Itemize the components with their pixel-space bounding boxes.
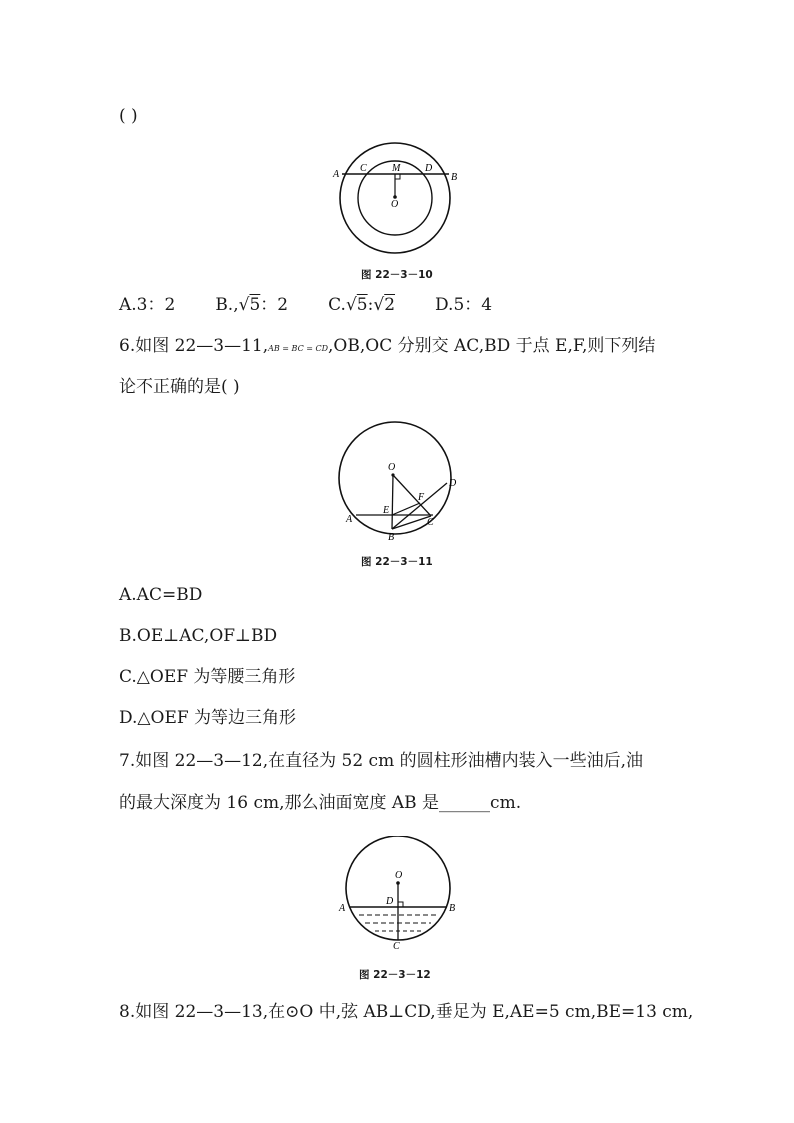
- figure-caption-22-3-10: 图 22－3－10: [361, 269, 433, 281]
- q6-option-c: C.△OEF 为等腰三角形: [119, 667, 296, 687]
- q5-option-c: C.√5:√2: [328, 295, 396, 315]
- figure-caption-22-3-11: 图 22－3－11: [361, 556, 433, 568]
- label-b: B: [388, 532, 395, 543]
- q5-option-b: B.,√5：2: [215, 295, 289, 315]
- q6-option-d: D.△OEF 为等边三角形: [119, 708, 297, 728]
- sqrt-sign: √: [345, 295, 357, 315]
- label-a: A: [346, 514, 353, 525]
- label-a: A: [333, 169, 340, 180]
- label-o: O: [388, 462, 396, 473]
- label-c: C: [427, 517, 434, 528]
- q6-stem-line2: 论不正确的是( ): [119, 377, 240, 397]
- sqrt-sign: √: [238, 295, 250, 315]
- q7-stem-line1: 7.如图 22—3—12,在直径为 52 cm 的圆柱形油槽内装入一些油后,油: [119, 751, 643, 771]
- right-angle-mark: [395, 174, 400, 179]
- figure-caption-22-3-12: 图 22－3－12: [359, 969, 431, 981]
- label-c: C: [360, 163, 367, 174]
- q5-option-d: D.5：4: [435, 295, 493, 315]
- chord-bd: [392, 483, 447, 529]
- label-o: O: [391, 199, 399, 210]
- q6-option-a: A.AC=BD: [119, 585, 203, 605]
- label-b: B: [449, 903, 456, 914]
- label-d: D: [386, 896, 394, 907]
- center-point-o: [396, 881, 400, 885]
- figure-22-3-10: [330, 140, 465, 260]
- segment-oc: [393, 475, 431, 516]
- label-o: O: [395, 870, 403, 881]
- q5-options-row: [119, 297, 492, 314]
- segment-bc: [392, 516, 431, 529]
- label-b: B: [451, 172, 458, 183]
- label-f: F: [418, 492, 425, 503]
- right-angle-mark: [398, 902, 403, 907]
- sqrt-sign: √: [373, 295, 385, 315]
- label-a: A: [339, 903, 346, 914]
- segment-ob: [392, 475, 393, 529]
- arc-equality-condition: AB = BC = CD: [268, 344, 329, 353]
- label-m: M: [392, 163, 401, 174]
- figure-22-3-12: [335, 836, 465, 951]
- q7-stem-line2: 的最大深度为 16 cm,那么油面宽度 AB 是______cm.: [119, 793, 522, 813]
- q6-stem-line1: 6.如图 22—3—11,AB = BC = CD,OB,OC 分别交 AC,BD 于点 E,F,则下列结: [119, 336, 656, 356]
- label-d: D: [449, 478, 457, 489]
- q8-stem-line1: 8.如图 22—3—13,在⊙O 中,弦 AB⊥CD,垂足为 E,AE=5 cm,BE=13 cm,: [119, 1002, 694, 1022]
- label-c: C: [393, 941, 400, 951]
- q5-answer-parentheses: ( ): [119, 106, 138, 126]
- q6-option-b: B.OE⊥AC,OF⊥BD: [119, 626, 278, 646]
- q5-option-a: A.3：2: [119, 295, 176, 315]
- figure-22-3-11: [335, 420, 465, 545]
- label-d: D: [425, 163, 433, 174]
- center-point-o: [391, 473, 394, 476]
- label-e: E: [383, 505, 390, 516]
